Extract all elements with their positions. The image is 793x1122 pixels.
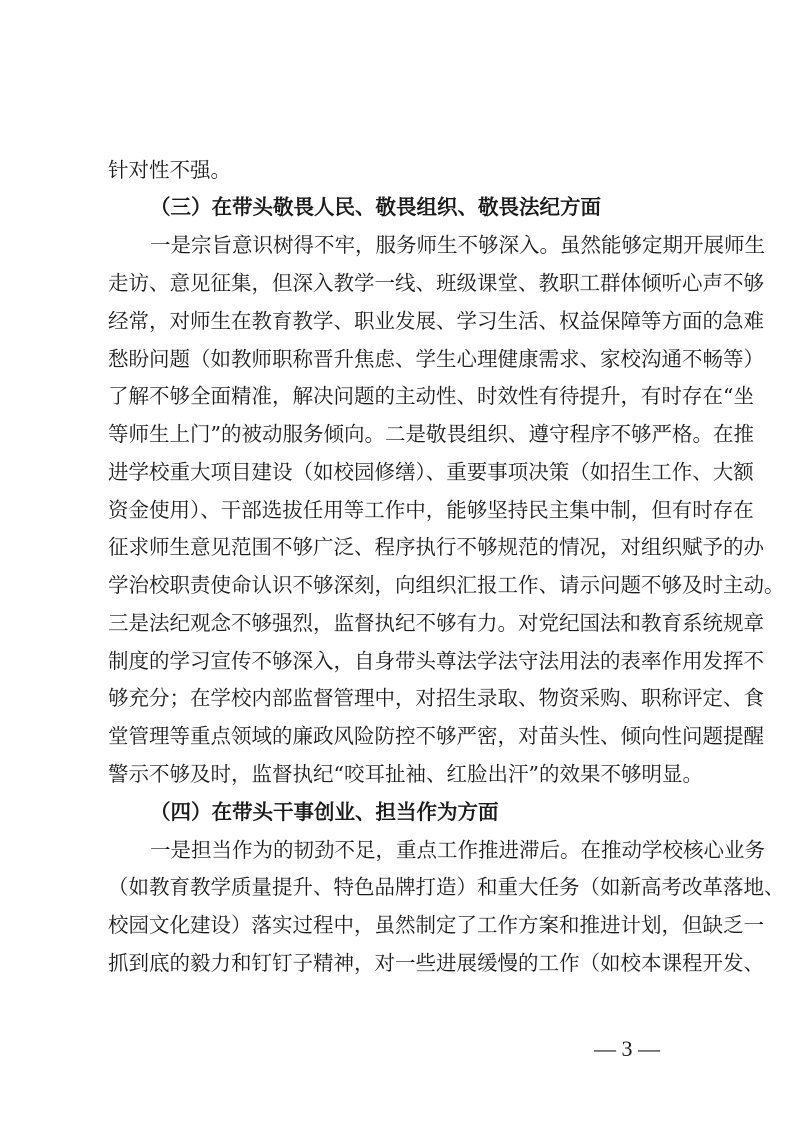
body-text-line: 等师生上门”的被动服务倾向。二是敬畏组织、遵守程序不够严格。在推 [108, 422, 754, 446]
body-text-line: 征求师生意见范围不够广泛、程序执行不够规范的情况，对组织赋予的办 [108, 535, 764, 559]
section-heading-3: （三）在带头敬畏人民、敬畏组织、敬畏法纪方面 [150, 195, 601, 219]
body-text-line: 走访、意见征集，但深入教学一线、班级课堂、教职工群体倾听心声不够 [108, 271, 764, 295]
body-text-line: 针对性不强。 [108, 158, 231, 182]
page-number: — 3 — [594, 1036, 660, 1061]
body-text-line: 警示不够及时，监督执纪“咬耳扯袖、红脸出汗”的效果不够明显。 [108, 762, 703, 786]
paragraph-start-line: 一是宗旨意识树得不牢，服务师生不够深入。虽然能够定期开展师生 [150, 233, 765, 257]
body-text-line: 经常，对师生在教育教学、职业发展、学习生活、权益保障等方面的急难 [108, 309, 764, 333]
body-text-line: 抓到底的毅力和钉钉子精神，对一些进展缓慢的工作（如校本课程开发、 [108, 951, 764, 975]
body-text-line: 进学校重大项目建设（如校园修缮）、重要事项决策（如招生工作、大额 [108, 460, 754, 484]
section-heading-4: （四）在带头干事创业、担当作为方面 [150, 800, 499, 824]
body-text-line: （如教育教学质量提升、特色品牌打造）和重大任务（如新高考改革落地、 [108, 875, 785, 899]
body-text-line: 制度的学习宣传不够深入，自身带头尊法学法守法用法的表率作用发挥不 [108, 649, 764, 673]
body-text-line: 学治校职责使命认识不够深刻，向组织汇报工作、请示问题不够及时主动。 [108, 573, 785, 597]
body-text-line: 校园文化建设）落实过程中，虽然制定了工作方案和推进计划，但缺乏一 [108, 913, 764, 937]
body-text-line: 资金使用）、干部选拔任用等工作中，能够坚持民主集中制，但有时存在 [108, 498, 754, 522]
paragraph-start-line: 一是担当作为的韧劲不足，重点工作推进滞后。在推动学校核心业务 [150, 838, 765, 862]
body-text-line: 堂管理等重点领域的廉政风险防控不够严密，对苗头性、倾向性问题提醒 [108, 724, 764, 748]
body-text-line: 够充分；在学校内部监督管理中，对招生录取、物资采购、职称评定、食 [108, 686, 764, 710]
body-text-line: 愁盼问题（如教师职称晋升焦虑、学生心理健康需求、家校沟通不畅等） [108, 347, 764, 371]
body-text-line: 三是法纪观念不够强烈，监督执纪不够有力。对党纪国法和教育系统规章 [108, 611, 764, 635]
body-text-line: 了解不够全面精准，解决问题的主动性、时效性有待提升，有时存在“坐 [108, 384, 754, 408]
